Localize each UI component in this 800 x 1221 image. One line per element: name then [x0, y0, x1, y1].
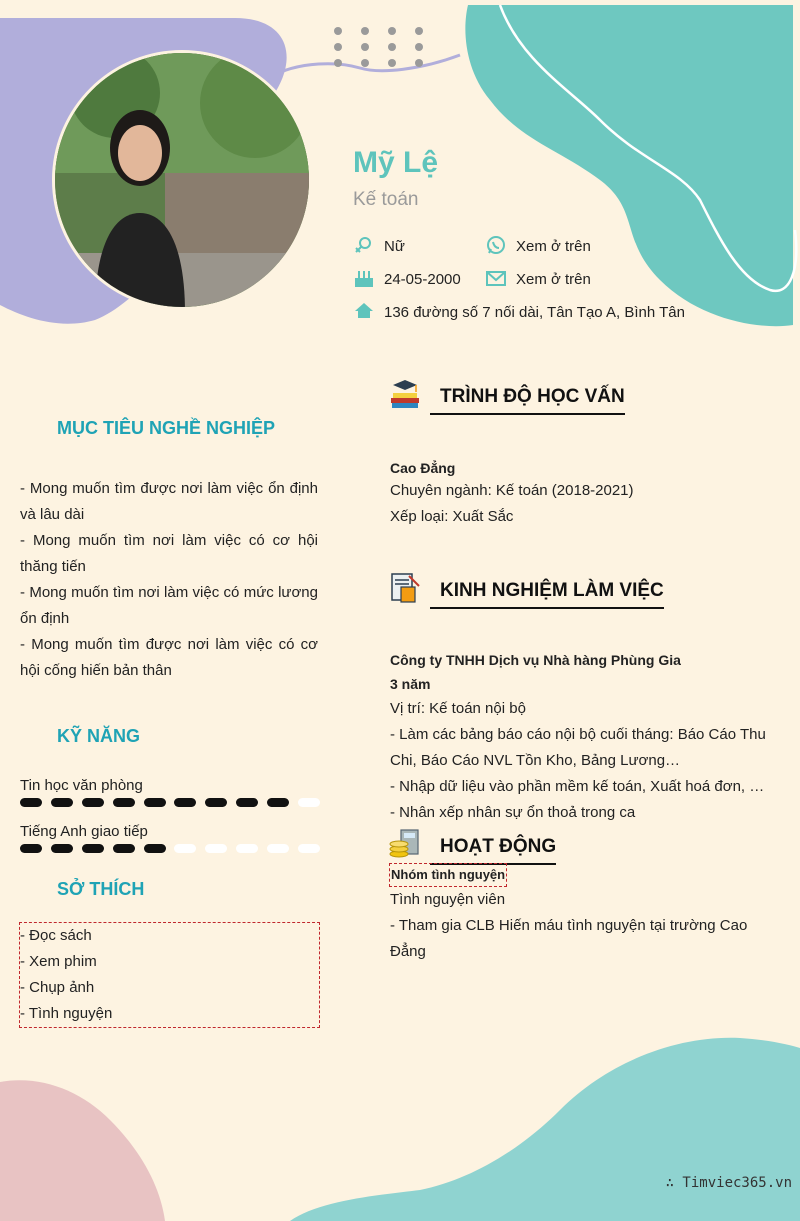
candidate-name: Mỹ Lệ [353, 146, 439, 179]
hobby-item: - Tình nguyện [20, 1005, 113, 1022]
dot-grid [334, 27, 423, 67]
email-value: Xem ở trên [516, 271, 591, 288]
profile-photo [52, 50, 312, 310]
birthday-row [353, 268, 375, 292]
teal-bottom-blob [290, 1038, 800, 1221]
skill-dash-filled [82, 844, 104, 853]
objective-line: - Mong muốn tìm được nơi làm việc ổn định và lâu dài [20, 480, 318, 523]
skill-dash-filled [20, 844, 42, 853]
teal-blob [465, 5, 793, 326]
skill-dash-filled [205, 798, 227, 807]
experience-heading [430, 580, 664, 609]
envelope-icon [485, 268, 507, 288]
activities-role: Tình nguyện viên [390, 891, 506, 908]
phone-row [485, 235, 507, 259]
skill-dash-empty [267, 844, 289, 853]
experience-task: - Làm các bảng báo cáo nội bộ cuối tháng: Báo Cáo Thu Chi, Báo Cáo NVL Tồn Kho, Bảng Lương… [390, 726, 766, 769]
education-heading [430, 386, 625, 415]
skill-dash-empty [298, 798, 320, 807]
skill-dash-filled [113, 798, 135, 807]
objective-line: - Mong muốn tìm nơi làm việc có mức lương ổn định [20, 584, 318, 627]
skill-dash-filled [20, 798, 42, 807]
skill-dash-filled [51, 844, 73, 853]
skill-dash-filled [144, 844, 166, 853]
education-school: Cao Đẳng [390, 460, 456, 476]
skills-heading: KỸ NĂNG [57, 726, 141, 746]
hobby-item: - Chụp ảnh [20, 979, 95, 996]
skill-dash-filled [144, 798, 166, 807]
birthday-value: 24-05-2000 [384, 271, 461, 288]
calculator-document-icon [389, 572, 421, 604]
activities-group: Nhóm tình nguyện [389, 863, 507, 887]
experience-company: Công ty TNHH Dịch vụ Nhà hàng Phùng Gia [390, 652, 681, 668]
objective-line: - Mong muốn tìm nơi làm việc có cơ hội thăng tiến [20, 532, 318, 575]
objective-line: - Mong muốn tìm được nơi làm việc có cơ hội cống hiến bản thân [20, 636, 318, 679]
address-row [353, 301, 375, 325]
experience-heading-text: KINH NGHIỆM LÀM VIỆC [440, 580, 664, 601]
experience-task: - Nhập dữ liệu vào phần mềm kế toán, Xuất hoá đơn, … [390, 778, 765, 795]
skill-dash-empty [174, 844, 196, 853]
skill-dash-filled [236, 798, 258, 807]
skill-dash-filled [174, 798, 196, 807]
hobbies-heading: SỞ THÍCH [57, 879, 145, 899]
coins-calculator-icon [389, 828, 421, 860]
skill-dash-filled [82, 798, 104, 807]
education-heading-text: TRÌNH ĐỘ HỌC VẤN [440, 386, 625, 407]
gender-row [353, 235, 375, 259]
graduation-books-icon [389, 378, 421, 410]
experience-position: Vị trí: Kế toán nội bộ [390, 700, 526, 717]
pink-blob [0, 1080, 165, 1221]
skill-dash-filled [113, 844, 135, 853]
skill-dash-filled [51, 798, 73, 807]
education-grade: Xếp loại: Xuất Sắc [390, 508, 514, 525]
phone-value: Xem ở trên [516, 238, 591, 255]
objective-list [20, 476, 318, 684]
skill-level-bar [20, 798, 320, 810]
skill-dash-empty [236, 844, 258, 853]
education-major: Chuyên ngành: Kế toán (2018-2021) [390, 482, 634, 499]
experience-tasks [390, 722, 770, 826]
activities-heading-text: HOẠT ĐỘNG [440, 836, 557, 857]
activities-detail: - Tham gia CLB Hiến máu tình nguyện tại trường Cao Đẳng [390, 917, 748, 960]
skill-dash-filled [267, 798, 289, 807]
gender-icon [353, 235, 375, 255]
experience-task: - Nhân xếp nhân sự ổn thoả trong ca [390, 804, 636, 821]
skill-dash-empty [205, 844, 227, 853]
hobby-item: - Đọc sách [20, 927, 92, 944]
experience-duration: 3 năm [390, 676, 431, 692]
home-icon [353, 301, 375, 321]
hobbies-list [19, 922, 320, 1028]
skill-name: Tiếng Anh giao tiếp [20, 823, 148, 840]
whatsapp-icon [485, 235, 507, 255]
email-row [485, 268, 507, 292]
birthday-cake-icon [353, 268, 375, 288]
candidate-title: Kế toán [353, 189, 419, 210]
footer-watermark: ∴ Timviec365.vn [665, 1175, 792, 1191]
hobby-item: - Xem phim [20, 953, 97, 970]
skill-level-bar [20, 844, 320, 856]
activities-heading [430, 836, 556, 865]
skill-dash-empty [298, 844, 320, 853]
address-value: 136 đường số 7 nối dài, Tân Tạo A, Bình Tân [384, 304, 685, 321]
gender-value: Nữ [384, 238, 405, 255]
skill-name: Tin học văn phòng [20, 777, 143, 794]
objective-heading: MỤC TIÊU NGHỀ NGHIỆP [57, 418, 276, 438]
